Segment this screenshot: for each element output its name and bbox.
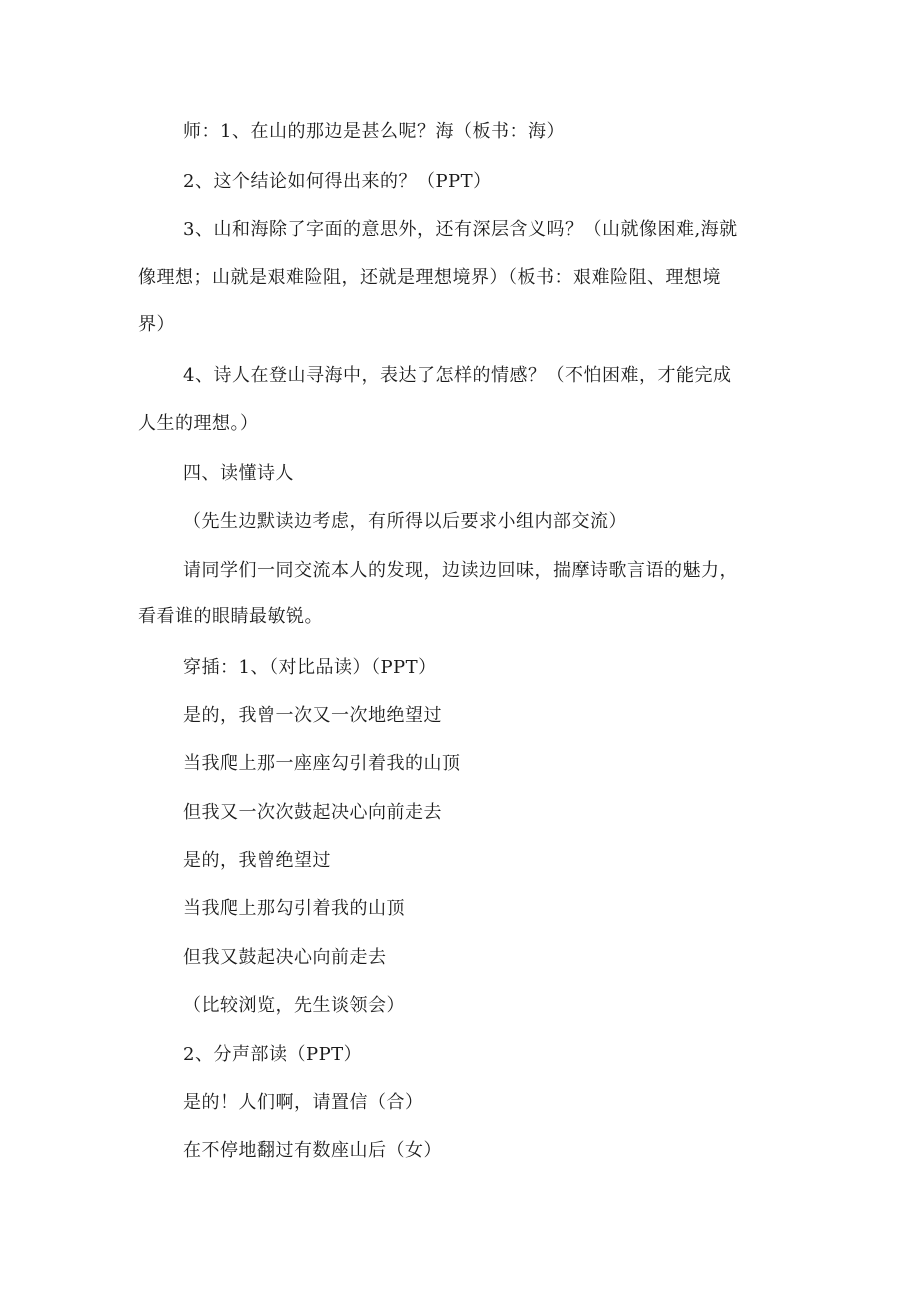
text-line: 3、山和海除了字面的意思外，还有深层含义吗？（山就像困难,海就 bbox=[183, 219, 738, 240]
text-line: 界） bbox=[138, 314, 175, 335]
text-line: 2、这个结论如何得出来的？（PPT） bbox=[183, 171, 492, 192]
poem-line: 当我爬上那一座座勾引着我的山顶 bbox=[183, 753, 461, 774]
text-line: （比较浏览，先生谈领会） bbox=[183, 995, 405, 1016]
text-line: 4、诗人在登山寻海中，表达了怎样的情感？（不怕困难，才能完成 bbox=[183, 365, 732, 386]
section-heading: 四、读懂诗人 bbox=[183, 463, 294, 484]
poem-line: 是的，我曾绝望过 bbox=[183, 850, 331, 871]
text-line: 请同学们一同交流本人的发现，边读边回味，揣摩诗歌言语的魅力， bbox=[183, 560, 738, 581]
poem-line: 但我又鼓起决心向前走去 bbox=[183, 947, 387, 968]
poem-line: 是的，我曾一次又一次地绝望过 bbox=[183, 705, 442, 726]
poem-line: 在不停地翻过有数座山后（女） bbox=[183, 1140, 442, 1161]
poem-line: 当我爬上那勾引着我的山顶 bbox=[183, 898, 405, 919]
text-line: 2、分声部读（PPT） bbox=[183, 1044, 363, 1065]
text-line: 穿插：1、（对比品读）（PPT） bbox=[183, 657, 437, 678]
text-line: 看看谁的眼睛最敏锐。 bbox=[138, 606, 323, 627]
poem-line: 但我又一次次鼓起决心向前走去 bbox=[183, 802, 442, 823]
text-line: 像理想；山就是艰难险阻，还就是理想境界）（板书：艰难险阻、理想境 bbox=[138, 267, 721, 288]
text-line: 师：1、在山的那边是甚么呢？海（板书：海） bbox=[183, 121, 565, 142]
poem-line: 是的！人们啊，请置信（合） bbox=[183, 1092, 424, 1113]
text-line: （先生边默读边考虑，有所得以后要求小组内部交流） bbox=[183, 511, 627, 532]
text-line: 人生的理想。） bbox=[138, 413, 259, 434]
